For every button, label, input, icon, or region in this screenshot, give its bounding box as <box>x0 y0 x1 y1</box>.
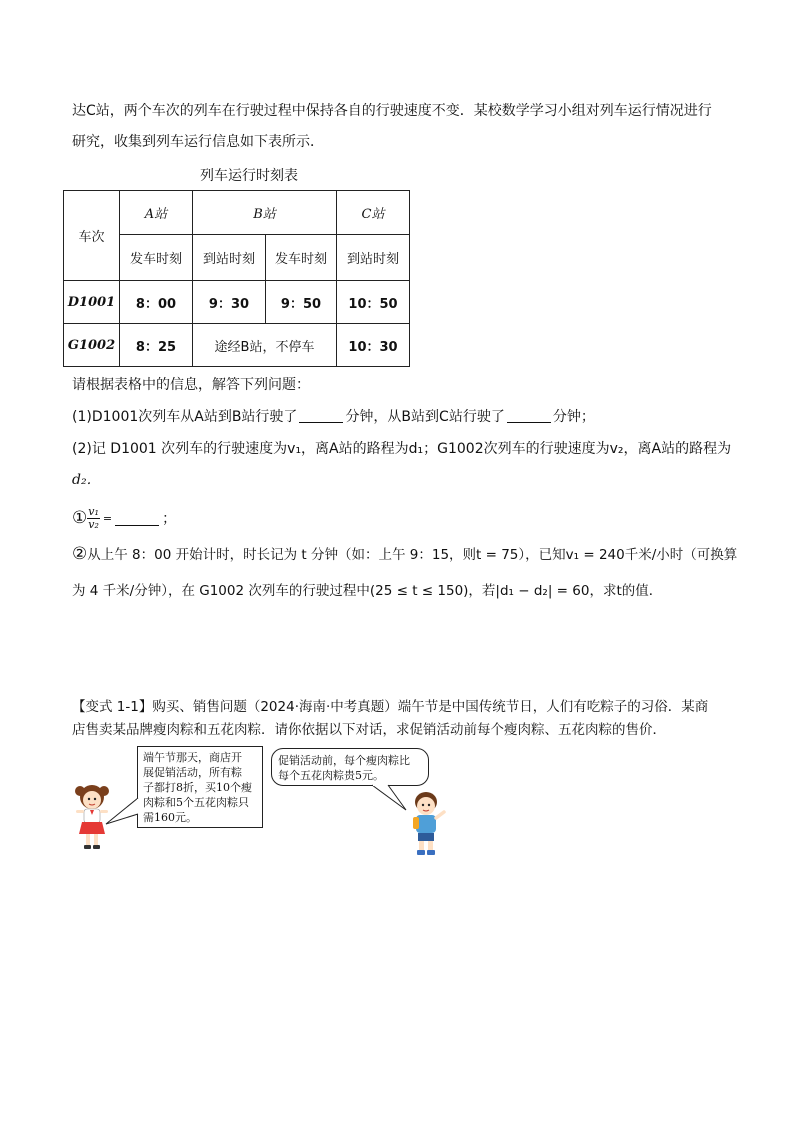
bubble-left-line: 子都打8折，买10个瘦 <box>143 781 252 794</box>
bubble-right-line: 每个五花肉粽贵5元。 <box>278 769 384 782</box>
bubble-right-tail <box>368 784 408 812</box>
velocity-ratio <box>87 506 100 531</box>
row2-b-pass: 途经B站，不停车 <box>193 324 337 367</box>
sub1-blank[interactable] <box>115 511 159 526</box>
q2-number: (2) <box>72 441 92 457</box>
row1-a-depart: 8：00 <box>120 281 193 324</box>
question-1 <box>72 407 595 427</box>
row1-b-depart: 9：50 <box>266 281 337 324</box>
row2-train: G1002 <box>64 324 120 367</box>
q1-blank-1[interactable] <box>299 408 343 423</box>
row1-b-arrive: 9：30 <box>193 281 266 324</box>
sub1-marker: ① <box>72 508 88 528</box>
bubble-right-line: 促销活动前，每个瘦肉粽比 <box>278 754 410 767</box>
intro-line-2: 研究，收集到列车运行信息如下表所示． <box>72 134 324 150</box>
question-2-line-1 <box>72 439 731 459</box>
sub1-end: ； <box>162 511 177 527</box>
sub1-equals: = <box>102 511 113 525</box>
header-station-c: C站 <box>337 191 410 235</box>
variant-line-1: 【变式 1-1】购买、销售问题（2024·海南·中考真题）端午节是中国传统节日，人们有吃粽子的习俗．某商 <box>72 699 709 715</box>
question-2-line-2: d₂． <box>72 472 101 488</box>
questions-prompt: 请根据表格中的信息，解答下列问题： <box>72 377 310 393</box>
q1-blank-2[interactable] <box>507 408 551 423</box>
bubble-left-line: 肉粽和5个五花肉粽只 <box>143 796 249 809</box>
q1-number: (1) <box>72 409 92 425</box>
row1-c-arrive: 10：50 <box>337 281 410 324</box>
header-station-b: B站 <box>193 191 337 235</box>
header-b-depart: 发车时刻 <box>266 235 337 281</box>
speech-bubble-right <box>271 748 429 786</box>
q1-text-c: 分钟； <box>552 409 595 425</box>
table-row <box>64 281 410 324</box>
boy-illustration <box>404 788 452 860</box>
bubble-left-line: 需160元。 <box>143 811 197 824</box>
table-caption: 列车运行时刻表 <box>200 168 298 184</box>
ratio-numerator: v₁ <box>88 504 99 518</box>
sub2-marker: ② <box>72 544 88 564</box>
row1-train: D1001 <box>64 281 120 324</box>
bubble-left-line: 展促销活动，所有粽 <box>143 766 242 779</box>
ratio-denominator: v₂ <box>88 517 99 531</box>
q1-text-a: D1001次列车从A站到B站行驶了 <box>91 409 298 425</box>
header-b-arrive: 到站时刻 <box>193 235 266 281</box>
question-2-sub-1 <box>72 502 176 534</box>
bubble-left-tail <box>104 796 140 826</box>
question-2-sub-2-line-1 <box>72 543 737 566</box>
table-row <box>64 324 410 367</box>
sub2-text-1: 从上午 8：00 开始计时，时长记为 t 分钟（如：上午 9：15，则t = 75），已知v₁ = 240千米/小时（可换算 <box>87 547 738 563</box>
header-train: 车次 <box>64 191 120 281</box>
q2-text: 记 D1001 次列车的行驶速度为v₁，离A站的路程为d₁；G1002次列车的行驶速度为v₂，离A站的路程为 <box>91 441 732 457</box>
header-station-a: A站 <box>120 191 193 235</box>
header-c-arrive: 到站时刻 <box>337 235 410 281</box>
timetable <box>63 190 410 367</box>
question-2-sub-2-line-2: 为 4 千米/分钟），在 G1002 次列车的行驶过程中(25 ≤ t ≤ 150)，若|d₁ − d₂| = 60，求t的值． <box>72 583 663 599</box>
row2-c-arrive: 10：30 <box>337 324 410 367</box>
variant-line-2: 店售卖某品牌瘦肉粽和五花肉粽．请你依据以下对话，求促销活动前每个瘦肉粽、五花肉粽的售价． <box>72 722 666 738</box>
row2-a-depart: 8：25 <box>120 324 193 367</box>
intro-line-1: 达C站，两个车次的列车在行驶过程中保持各自的行驶速度不变．某校数学学习小组对列车运行情况进行 <box>72 103 712 119</box>
bubble-left-line: 端午节那天，商店开 <box>143 751 242 764</box>
header-a-depart: 发车时刻 <box>120 235 193 281</box>
speech-bubble-left <box>137 746 263 828</box>
q1-text-b: 分钟，从B站到C站行驶了 <box>345 409 505 425</box>
